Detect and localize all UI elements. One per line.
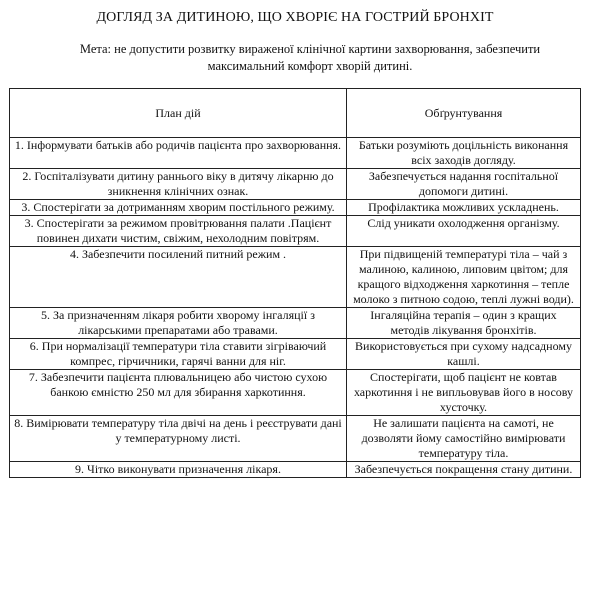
justification-cell: Використовується при сухому надсадному кашлі. — [347, 339, 581, 370]
plan-cell: 9. Чітко виконувати призначення лікаря. — [10, 462, 347, 478]
table-row — [10, 308, 581, 339]
plan-cell: 5. За призначенням лікаря робити хворому інгаляції з лікарськими препаратами або травами. — [10, 308, 347, 339]
table-row — [10, 138, 581, 169]
justification-cell: Слід уникати охолодження організму. — [347, 216, 581, 247]
justification-cell: Забезпечується надання госпітальної допомоги дитині. — [347, 169, 581, 200]
justification-cell: Інгаляційна терапія – один з кращих методів лікування бронхітів. — [347, 308, 581, 339]
goal-text: Мета: не допустити розвитку вираженої клінічної картини захворювання, забезпечити максимальний комфорт хворій дитині. — [79, 42, 541, 73]
header-plan: План дій — [10, 89, 347, 138]
plan-cell: 3. Спостерігати за режимом провітрювання палати .Пацієнт повинен дихати чистим, свіжим, нехолодним повітрям. — [10, 216, 347, 247]
page-title: ДОГЛЯД ЗА ДИТИНОЮ, ЩО ХВОРІЄ НА ГОСТРИЙ БРОНХІТ — [96, 10, 494, 25]
justification-cell: Профілактика можливих ускладнень. — [347, 200, 581, 216]
table-row — [10, 370, 581, 416]
table-header-row — [10, 89, 581, 138]
justification-cell: Батьки розуміють доцільність виконання всіх заходів догляду. — [347, 138, 581, 169]
plan-cell: 3. Спостерігати за дотриманням хворим постільного режиму. — [10, 200, 347, 216]
table-row — [10, 200, 581, 216]
plan-cell: 6. При нормалізації температури тіла ставити зігріваючий компрес, гірчичники, гарячі ванни для ніг. — [10, 339, 347, 370]
table-row — [10, 216, 581, 247]
plan-cell: 2. Госпіталізувати дитину раннього віку в дитячу лікарню до зникнення клінічних ознак. — [10, 169, 347, 200]
justification-cell: Забезпечується покращення стану дитини. — [347, 462, 581, 478]
care-plan-table — [9, 88, 581, 478]
plan-cell: 4. Забезпечити посилений питний режим . — [10, 247, 347, 308]
table-row — [10, 247, 581, 308]
plan-cell: 1. Інформувати батьків або родичів пацієнта про захворювання. — [10, 138, 347, 169]
table-row — [10, 416, 581, 462]
justification-cell: При підвищеній температурі тіла – чай з малиною, калиною, липовим цвітом; для кращого відходження харкотиння – тепле молоко з питною содою, теплі лужні води). — [347, 247, 581, 308]
justification-cell: Спостерігати, щоб пацієнт не ковтав харкотиння і не випльовував його в носову хусточку. — [347, 370, 581, 416]
table-row — [10, 169, 581, 200]
plan-cell: 7. Забезпечити пацієнта плювальницею або чистою сухою банкою ємністю 250 мл для збирання харкотиння. — [10, 370, 347, 416]
table-row — [10, 462, 581, 478]
header-justification: Обґрунтування — [347, 89, 581, 138]
justification-cell: Не залишати пацієнта на самоті, не дозволяти йому самостійно вимірювати температуру тіла. — [347, 416, 581, 462]
table-row — [10, 339, 581, 370]
plan-cell: 8. Вимірювати температуру тіла двічі на день і реєструвати дані у температурному листі. — [10, 416, 347, 462]
